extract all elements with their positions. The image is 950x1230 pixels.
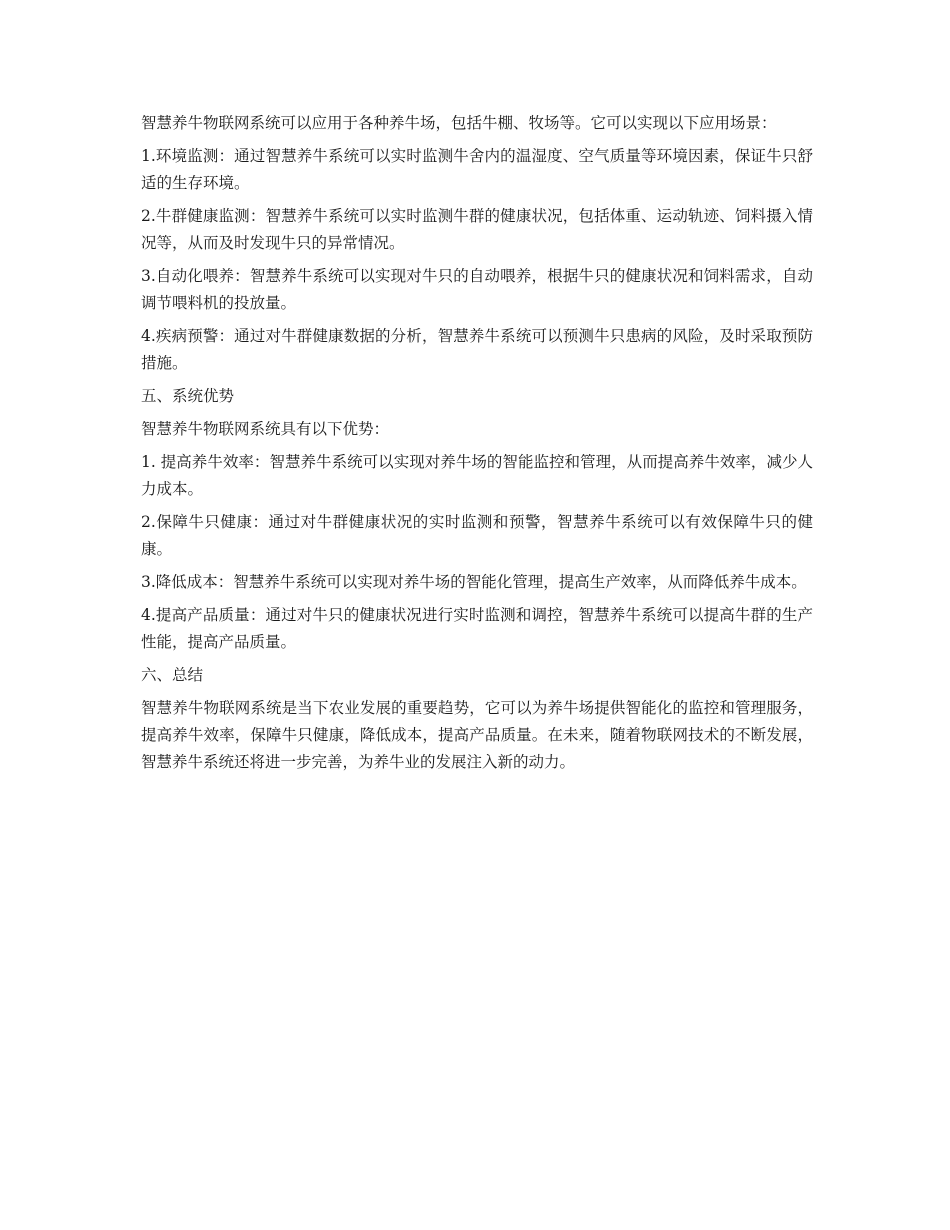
scenario-automated-feeding: 3.自动化喂养：智慧养牛系统可以实现对牛只的自动喂养，根据牛只的健康状况和饲料需求，自动调节喂料机的投放量。 <box>141 267 813 312</box>
summary-paragraph: 智慧养牛物联网系统是当下农业发展的重要趋势，它可以为养牛场提供智能化的监控和管理服务，提高养牛效率，保障牛只健康，降低成本，提高产品质量。在未来，随着物联网技术的不断发展，智慧养牛系统还将进一步完善，为养牛业的发展注入新的动力。 <box>141 699 813 771</box>
scenario-herd-health-monitoring: 2.牛群健康监测：智慧养牛系统可以实时监测牛群的健康状况，包括体重、运动轨迹、饲料摄入情况等，从而及时发现牛只的异常情况。 <box>141 207 813 252</box>
section-heading-advantages: 五、系统优势 <box>141 387 235 405</box>
scenario-disease-warning: 4.疾病预警：通过对牛群健康数据的分析，智慧养牛系统可以预测牛只患病的风险，及时采取预防措施。 <box>141 327 813 372</box>
scenario-environment-monitoring: 1.环境监测：通过智慧养牛系统可以实时监测牛舍内的温湿度、空气质量等环境因素，保证牛只舒适的生存环境。 <box>141 147 813 192</box>
section-heading-summary: 六、总结 <box>141 666 204 684</box>
advantage-quality: 4.提高产品质量：通过对牛只的健康状况进行实时监测和调控，智慧养牛系统可以提高牛群的生产性能，提高产品质量。 <box>141 606 813 651</box>
advantage-efficiency: 1. 提高养牛效率：智慧养牛系统可以实现对养牛场的智能监控和管理，从而提高养牛效率，减少人力成本。 <box>141 453 814 498</box>
advantages-intro: 智慧养牛物联网系统具有以下优势： <box>141 420 390 438</box>
advantage-health: 2.保障牛只健康：通过对牛群健康状况的实时监测和预警，智慧养牛系统可以有效保障牛只的健康。 <box>141 513 813 558</box>
document-body <box>141 110 813 782</box>
intro-paragraph: 智慧养牛物联网系统可以应用于各种养牛场，包括牛棚、牧场等。它可以实现以下应用场景： <box>141 114 777 132</box>
advantage-cost: 3.降低成本：智慧养牛系统可以实现对养牛场的智能化管理，提高生产效率，从而降低养牛成本。 <box>141 573 807 591</box>
